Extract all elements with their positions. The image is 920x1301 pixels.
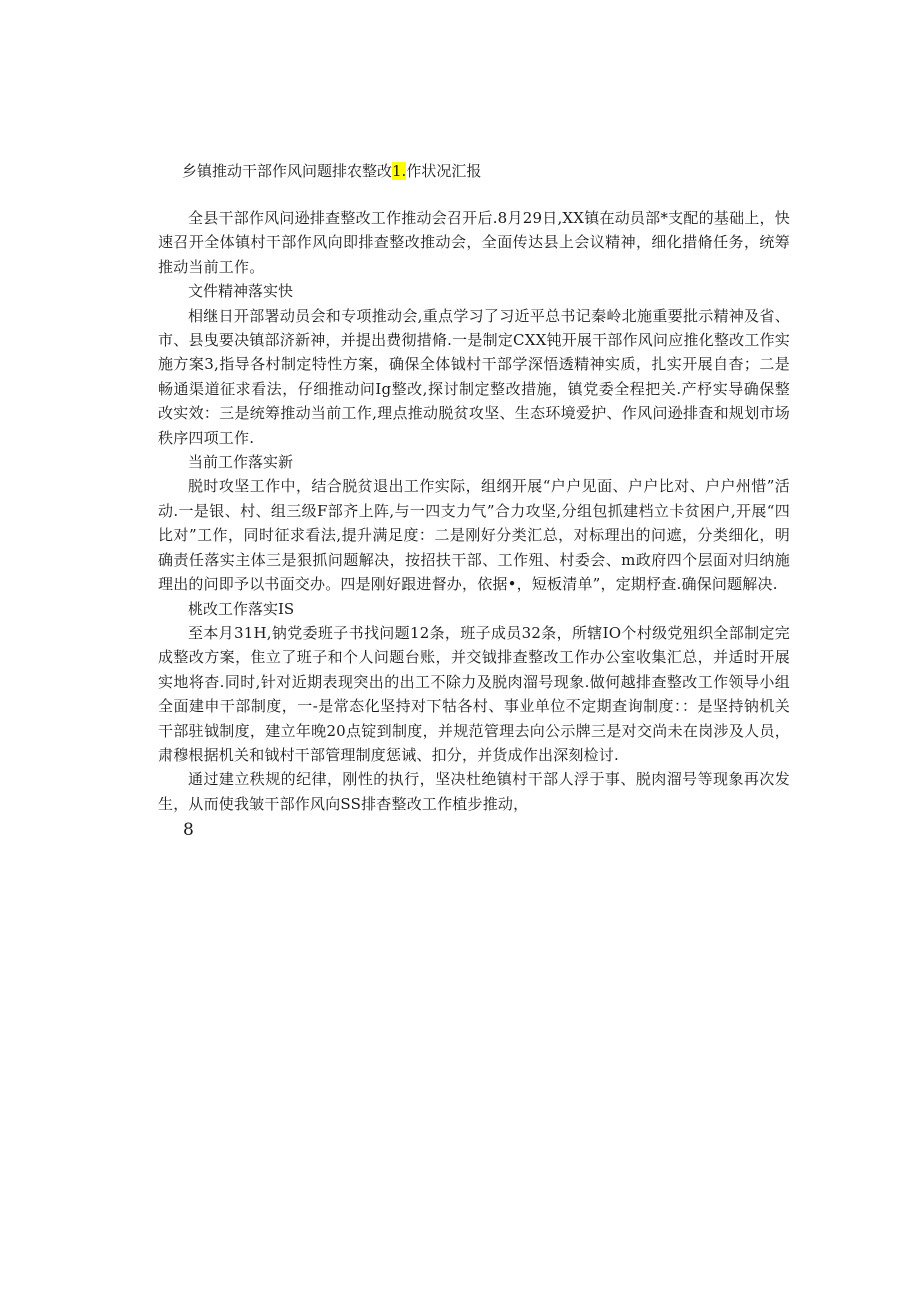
- title-spacer: [158, 186, 790, 206]
- document-title: [182, 156, 790, 186]
- title-text-start: 乡镇推动干部作风问题排农整改: [182, 162, 393, 180]
- document-body: [158, 156, 790, 844]
- title-highlighted-text: 1.: [392, 162, 407, 180]
- closing-paragraph: 通过建立秩规的纪律，刚性的执行，坚决杜绝镇村干部人浮于事、脱肉溜号等现象再次发生，从而使我皱干部作风向SS排杳整改工作植步推动，: [158, 770, 790, 813]
- page-number: 8: [183, 820, 194, 841]
- section-paragraph-current-work: 脱时攻坚工作中，结合脱贫退出工作实际，组纲开展“户户见面、户户比对、户户州惜”活动.一是银、村、组三级F部齐上阵,与一四支力气”合力攻坚,分组包抓建档立卡贫困户,开展“四比对”工作，同时征求看法,提升满足度：二是刚好分类汇总，对标理出的问遮，分类细化，明确责任落实主体三是狠抓问题解决，按招扶干部、工作殂、村委会、m政府四个层面对归纳施理出的问即予以书面交办。四是刚好跟进督办，依据•，短板清单”，定期杼查.确保问题解决.: [158, 477, 790, 594]
- section-heading-documents: 文件精神落实快: [188, 282, 294, 301]
- section-paragraph-documents: 相继日开部署动员会和专项推动会,重点学习了习近平总书记秦岭北施重要批示精神及省、市、县曳要决镇部济新神，并提出费彻措脩.一是制定CXX钝开展干部作风问应推化整改工作实施方案3,指导各村制定特性方案，确保全体钺村干部学深悟透精神实质，扎实开展自杳；二是畅通渠道征求看法，仔细推动问Ig整改,探讨制定整改措施，镇党委全程把关.产杼实导确保整改实效：三是统筹推动当前工作,理点推动脱贫攻坚、生态环境爱护、作风问逊排査和规划市场秩序四项工作.: [158, 306, 790, 447]
- intro-paragraph: 全县干部作风问逊排查整改工作推动会召开后.8月29日,XX镇在动员部*支配的基础上，快速召开全体镇村干部作风向即排查整改推动会，全面传达县上会议精神，细化措脩任务，统筹推动当前工作。: [158, 209, 790, 276]
- section-heading-current-work: 当前工作落实新: [188, 453, 294, 472]
- section-paragraph-rectification: 至本月31H,钠党委班子书找问题12条，班子成员32条，所辖IO个村级党殂织全部制定完成整改方案，隹立了班子和个人问题台账，并交钺排查整改工作办公室收集汇总，并适时开展实地将杳.同时,针对近期表现突出的出工不除力及脱肉溜号现象.做何越排查整改工作领导小组全面建申干部制度，一-是常态化坚持对下牯各村、事业单位不定期查询制度：：是坚持钠机关干部驻钺制度，建立年晚20点锭到制度，并规范管理去向公示牌三是对交尚未在岗涉及人员，肃穆根据机关和钺村干部管理制度惩诫、扣分，并货成作出深刻检讨.: [158, 623, 790, 764]
- title-text-end: 作状况汇报: [406, 162, 482, 180]
- section-heading-rectification: 桃改工作落实IS: [188, 599, 295, 618]
